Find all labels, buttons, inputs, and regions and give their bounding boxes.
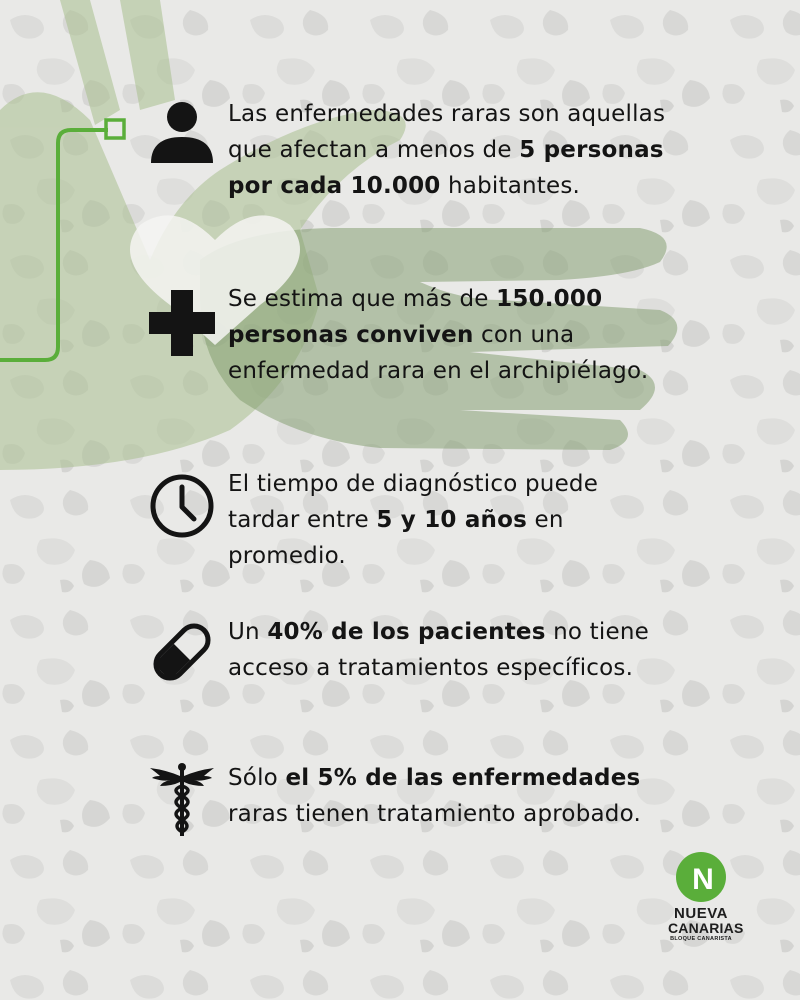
fact-text-4: Un 40% de los pacientes no tiene acceso a tratamientos específicos. bbox=[228, 619, 649, 681]
logo-line-1: NUEVA bbox=[674, 905, 728, 922]
fact-text-2: Se estima que más de 150.000 personas conviven con una enfermedad rara en el archipiélago. bbox=[228, 286, 649, 384]
logo-circle-icon bbox=[676, 852, 726, 902]
fact-text-3: El tiempo de diagnóstico puede tardar entre 5 y 10 años en promedio. bbox=[228, 471, 599, 569]
person-icon bbox=[148, 98, 216, 166]
medical-cross-icon bbox=[148, 289, 216, 357]
nueva-canarias-logo bbox=[668, 852, 744, 943]
pill-icon bbox=[148, 618, 216, 686]
fact-text-5: Sólo el 5% de las enfermedades raras tienen tratamiento aprobado. bbox=[228, 765, 641, 827]
fact-text-1: Las enfermedades raras son aquellas que afectan a menos de 5 personas por cada 10.000 habitantes. bbox=[228, 101, 666, 199]
svg-text:N: N bbox=[692, 863, 714, 896]
clock-icon bbox=[148, 472, 216, 540]
logo-line-3: BLOQUE CANARISTA bbox=[670, 936, 732, 942]
caduceus-icon bbox=[148, 762, 216, 838]
logo-line-2: CANARIAS bbox=[668, 920, 744, 936]
